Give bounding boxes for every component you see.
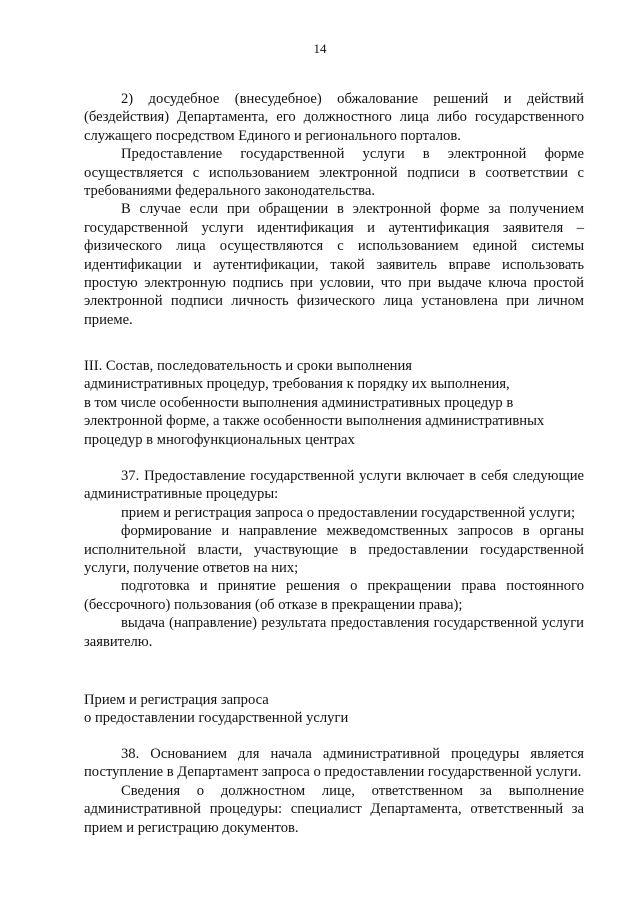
paragraph: 38. Основанием для начала административной процедуры является поступление в Департамент запроса о предоставлении государственной услуги. xyxy=(84,746,584,781)
subsection-heading: Прием и регистрация запроса о предоставлении государственной услуги xyxy=(84,692,349,727)
paragraph: 37. Предоставление государственной услуги включает в себя следующие административные процедуры: xyxy=(84,468,584,503)
paragraph: В случае если при обращении в электронной форме за получением государственной услуги идентификация и аутентификация заявителя – физического лица осуществляются с использованием единой системы идентификации и аутентификации, такой заявитель вправе использовать простую электронную подпись при условии, что при выдаче ключа простой электронной подписи личность физического лица установлена при личном приеме. xyxy=(84,201,584,328)
paragraphs-procedures xyxy=(84,467,584,651)
section-heading: III. Состав, последовательность и сроки выполнения административных процедур, требования к порядку их выполнения, в том числе особенности выполнения административных процедур в электронной форме, а также особенности выполнения административных процедур в многофункциональных центрах xyxy=(84,358,545,448)
paragraph: подготовка и принятие решения о прекращении права постоянного (бессрочного) пользования (об отказе в прекращении права); xyxy=(84,578,584,613)
paragraph: выдача (направление) результата предоставления государственной услуги заявителю. xyxy=(84,615,584,650)
page-number: 14 xyxy=(313,41,327,56)
paragraph: формирование и направление межведомственных запросов в органы исполнительной власти, участвующие в предоставлении государственной услуги, получение ответов на них; xyxy=(84,523,584,577)
paragraphs-registration xyxy=(84,745,584,837)
paragraph: 2) досудебное (внесудебное) обжалование решений и действий (бездействия) Департамента, его должностного лица либо государственного служащего посредством Единого и регионального порталов. xyxy=(84,91,584,144)
paragraph: Сведения о должностном лице, ответственном за выполнение административной процедуры: специалист Департамента, ответственный за прием и регистрацию документов. xyxy=(84,782,584,836)
paragraph: прием и регистрация запроса о предоставлении государственной услуги; xyxy=(121,504,576,521)
paragraph: Предоставление государственной услуги в электронной форме осуществляется с использованием электронной подписи в соответствии с требованиями федерального законодательства. xyxy=(84,146,584,200)
paragraphs-appeal xyxy=(84,90,584,329)
